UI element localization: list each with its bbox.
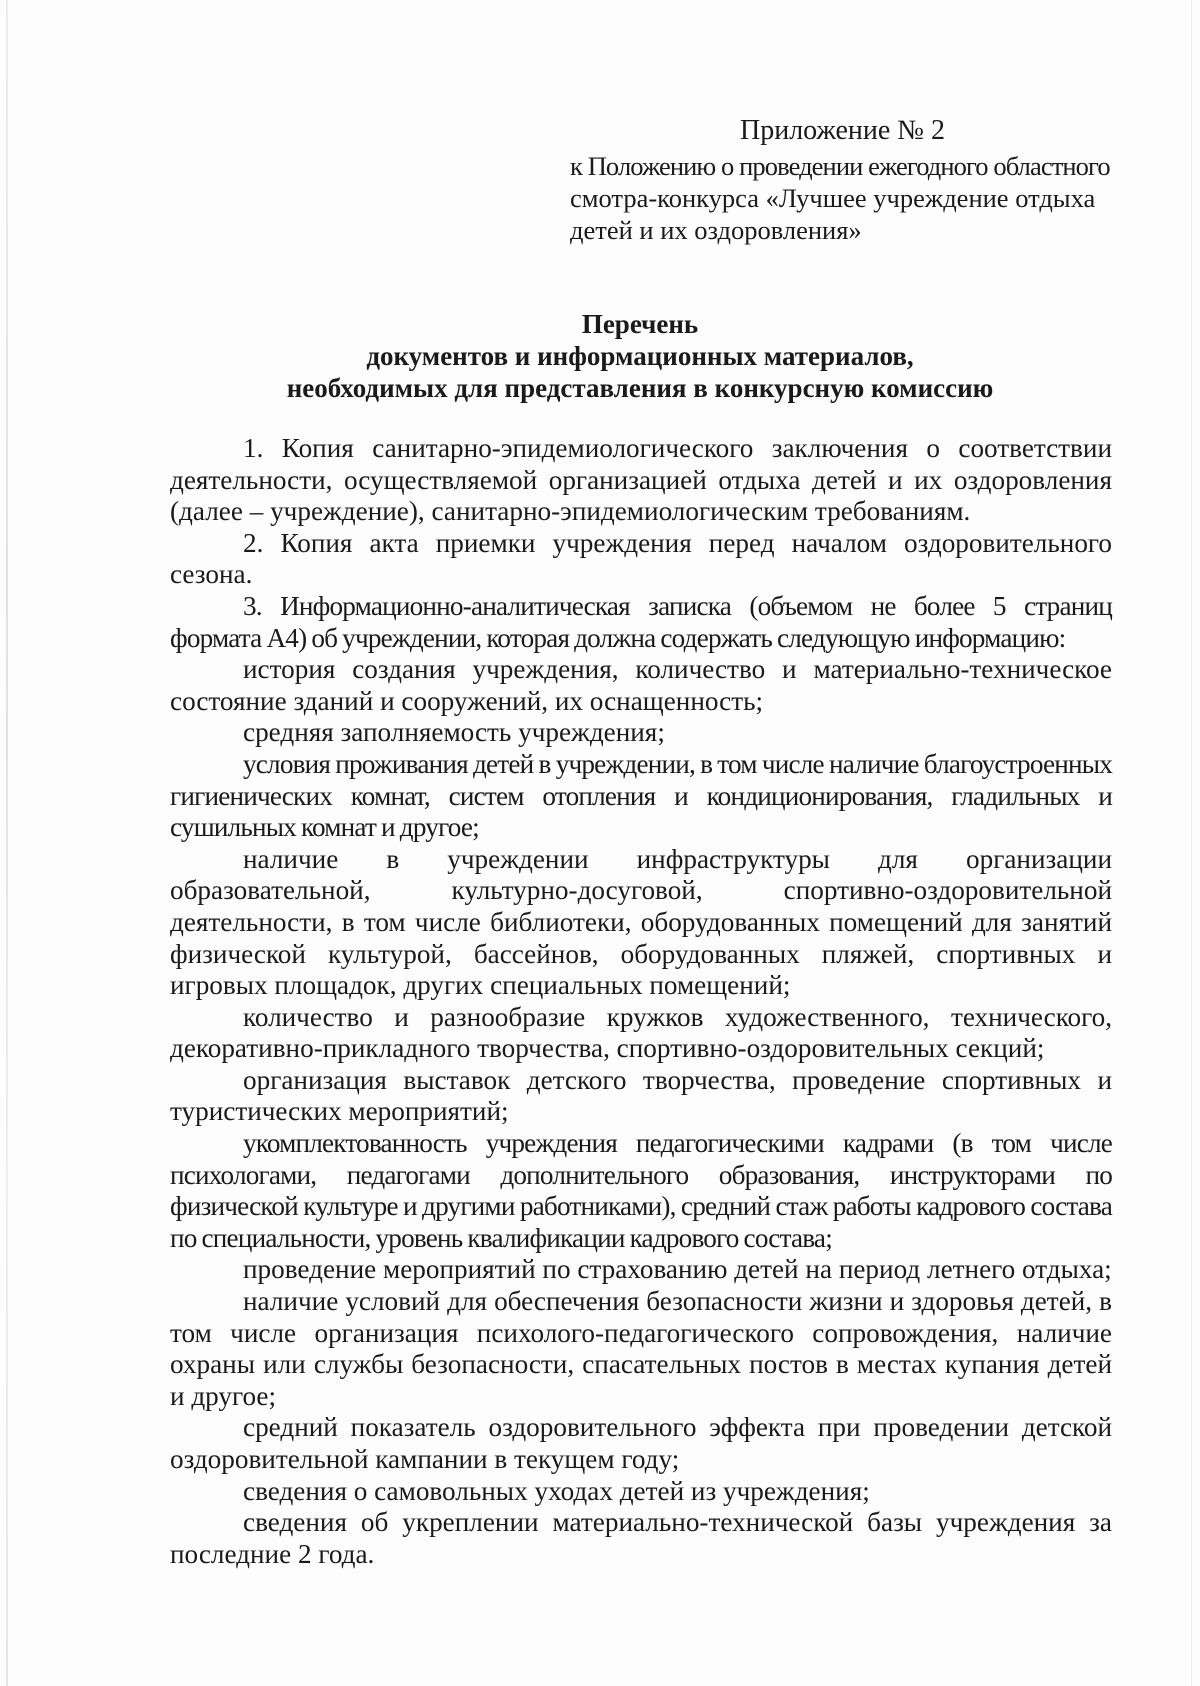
list-item: 2. Копия акта приемки учреждения перед началом оздоровительного сезона. bbox=[170, 527, 1112, 590]
list-subitem: организация выставок детского творчества, проведение спортивных и туристических мероприятий; bbox=[170, 1064, 1112, 1127]
annex-block bbox=[570, 114, 1130, 246]
annex-line: смотра-конкурса «Лучшее учреждение отдыха bbox=[570, 183, 1096, 213]
list-subitem: проведение мероприятий по страхованию детей на период летнего отдыха; bbox=[243, 1254, 1112, 1285]
list-subitem: условия проживания детей в учреждении, в том числе наличие благоустроенных гигиенических комнат, систем отопления и кондиционирования, гладильных и сушильных комнат и другое; bbox=[170, 748, 1112, 843]
list-item: 3. Информационно-аналитическая записка (объемом не более 5 страниц формата А4) об учреждении, которая должна содержать следующую информацию: bbox=[170, 590, 1112, 653]
list-subitem: средняя заполняемость учреждения; bbox=[243, 717, 665, 748]
list-subitem: история создания учреждения, количество и материально-техническое состояние зданий и сооружений, их оснащенность; bbox=[170, 654, 1112, 716]
scan-edge-left bbox=[6, 0, 8, 1686]
list-subitem: укомплектованность учреждения педагогическими кадрами (в том числе психологами, педагогами дополнительного образования, инструкторами по физической культуре и другими работниками), средний стаж работы кадрового состава по специальности, уровень квалификации кадрового состава; bbox=[170, 1128, 1112, 1253]
annex-line: детей и их оздоровления» bbox=[570, 215, 862, 245]
list-subitem: количество и разнообразие кружков художественного, технического, декоративно-прикладного творчества, спортивно-оздоровительных секций; bbox=[170, 1001, 1112, 1064]
list-subitem: средний показатель оздоровительного эффекта при проведении детской оздоровительной кампании в текущем году; bbox=[170, 1412, 1112, 1474]
annex-line: к Положению о проведении ежегодного областного bbox=[570, 151, 1110, 181]
list-item: 1. Копия санитарно-эпидемиологического заключения о соответствии деятельности, осуществляемой организацией отдыха детей и их оздоровления (далее – учреждение), санитарно-эпидемиологическим требованиям. bbox=[170, 433, 1112, 527]
list-subitem: наличие условий для обеспечения безопасности жизни и здоровья детей, в том числе организация психолого-педагогического сопровождения, наличие охраны или службы безопасности, спасательных постов в местах купания детей и другое; bbox=[170, 1286, 1112, 1411]
annex-number: Приложение № 2 bbox=[740, 115, 945, 146]
list-subitem: сведения об укреплении материально-технической базы учреждения за последние 2 года. bbox=[170, 1507, 1112, 1569]
document-body bbox=[170, 433, 1112, 1570]
document-heading bbox=[170, 308, 1110, 404]
scan-edge-right bbox=[1191, 0, 1192, 1686]
list-subitem: сведения о самовольных уходах детей из учреждения; bbox=[243, 1475, 870, 1506]
heading-title: Перечень bbox=[581, 309, 699, 339]
heading-line: документов и информационных материалов, bbox=[366, 341, 914, 371]
heading-line: необходимых для представления в конкурсную комиссию bbox=[286, 373, 994, 403]
list-subitem: наличие в учреждении инфраструктуры для организации образовательной, культурно-досуговой, спортивно-оздоровительной деятельности, в том числе библиотеки, оборудованных помещений для занятий физической культурой, бассейнов, оборудованных пляжей, спортивных и игровых площадок, других специальных помещений; bbox=[170, 843, 1112, 1001]
